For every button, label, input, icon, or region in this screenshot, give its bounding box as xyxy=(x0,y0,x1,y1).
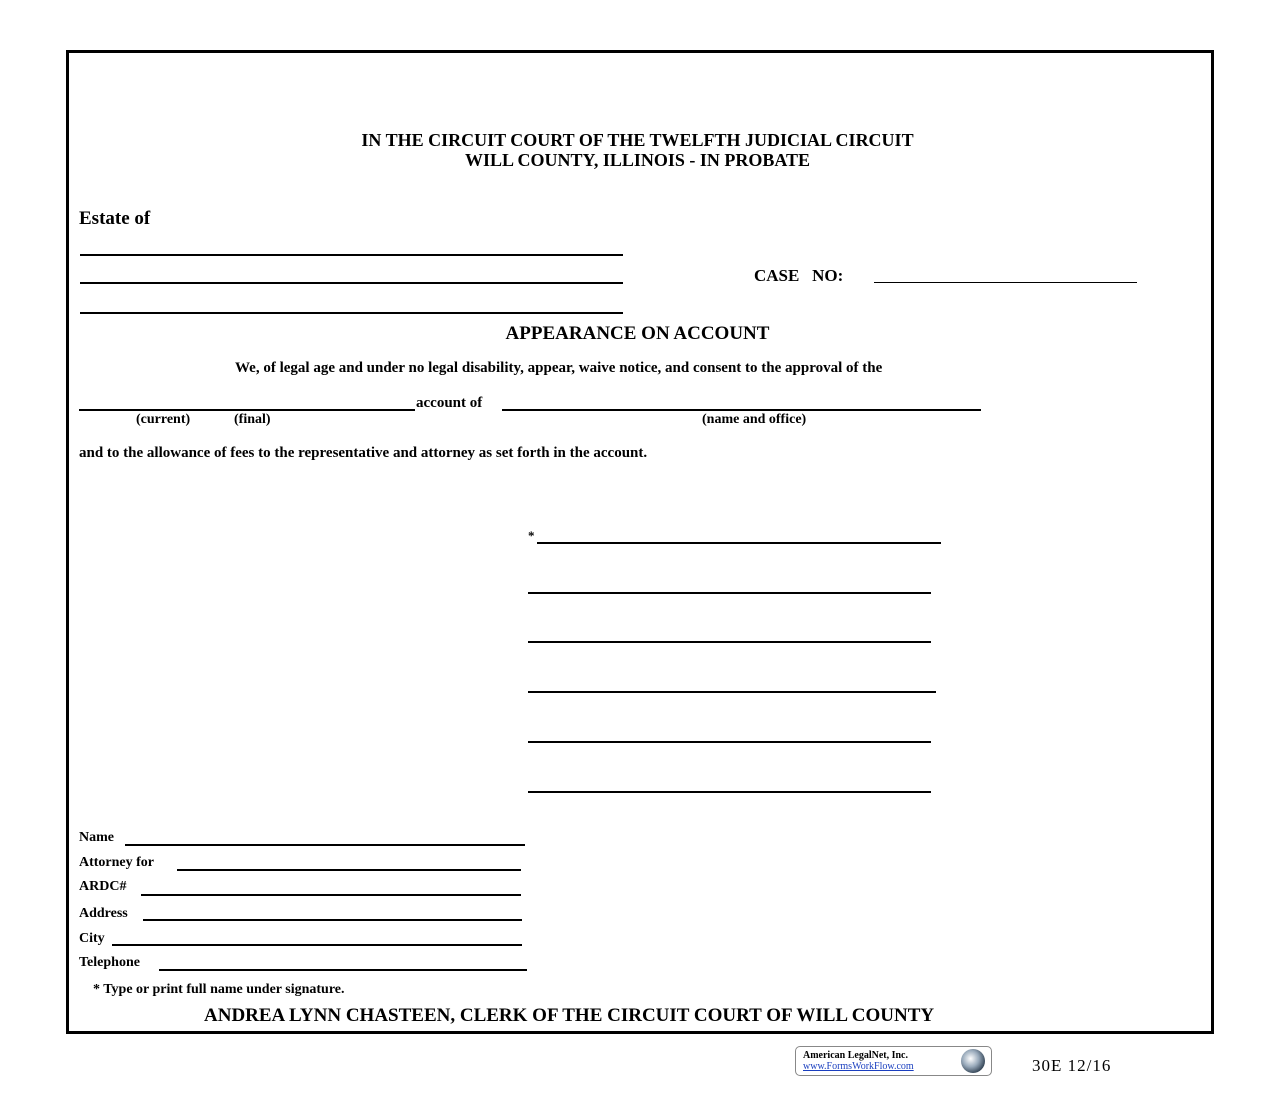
ardc-label: ARDC# xyxy=(79,879,127,894)
estate-line-2[interactable] xyxy=(80,282,623,284)
signature-line-2[interactable] xyxy=(528,592,931,594)
address-field[interactable] xyxy=(143,919,522,921)
signature-asterisk: * xyxy=(528,528,535,543)
allowance-text: and to the allowance of fees to the representative and attorney as set forth in the account. xyxy=(79,445,648,461)
attorney-for-label: Attorney for xyxy=(79,855,155,870)
logo-company-name: American LegalNet, Inc. xyxy=(803,1050,908,1061)
signature-line-3[interactable] xyxy=(528,641,931,643)
signature-note: * Type or print full name under signature. xyxy=(93,982,345,997)
clerk-line: ANDREA LYNN CHASTEEN, CLERK OF THE CIRCUIT COURT OF WILL COUNTY xyxy=(204,1005,935,1026)
account-of-label: account of xyxy=(416,395,483,411)
court-header-line1: IN THE CIRCUIT COURT OF THE TWELFTH JUDICIAL CIRCUIT xyxy=(361,130,914,150)
estate-label: Estate of xyxy=(79,208,151,229)
estate-line-1[interactable] xyxy=(80,254,623,256)
signature-line-4[interactable] xyxy=(528,691,936,693)
name-office-line[interactable] xyxy=(502,409,981,411)
telephone-label: Telephone xyxy=(79,955,140,970)
intro-text: We, of legal age and under no legal disability, appear, waive notice, and consent to the approval of the xyxy=(235,360,883,376)
attorney-for-field[interactable] xyxy=(177,869,521,871)
current-label: (current) xyxy=(136,412,191,427)
case-no-label: CASE NO: xyxy=(754,266,844,285)
city-field[interactable] xyxy=(112,944,522,946)
globe-icon xyxy=(961,1049,985,1073)
final-label: (final) xyxy=(234,412,271,427)
form-title: APPEARANCE ON ACCOUNT xyxy=(505,323,770,344)
signature-line-5[interactable] xyxy=(528,741,931,743)
case-no-field[interactable] xyxy=(874,282,1137,283)
city-label: City xyxy=(79,931,105,946)
estate-line-3[interactable] xyxy=(80,312,623,314)
address-label: Address xyxy=(79,906,128,921)
form-code: 30E 12/16 xyxy=(1032,1056,1112,1075)
name-label: Name xyxy=(79,830,114,845)
signature-line-1[interactable] xyxy=(537,542,941,544)
court-header-line2: WILL COUNTY, ILLINOIS - IN PROBATE xyxy=(464,150,811,170)
logo-url-link[interactable]: www.FormsWorkFlow.com xyxy=(803,1061,914,1072)
american-legalnet-logo[interactable] xyxy=(795,1046,992,1076)
name-field[interactable] xyxy=(125,844,525,846)
name-office-label: (name and office) xyxy=(702,412,807,427)
signature-line-6[interactable] xyxy=(528,791,931,793)
ardc-field[interactable] xyxy=(141,894,521,896)
account-type-line[interactable] xyxy=(79,409,415,411)
telephone-field[interactable] xyxy=(159,969,527,971)
